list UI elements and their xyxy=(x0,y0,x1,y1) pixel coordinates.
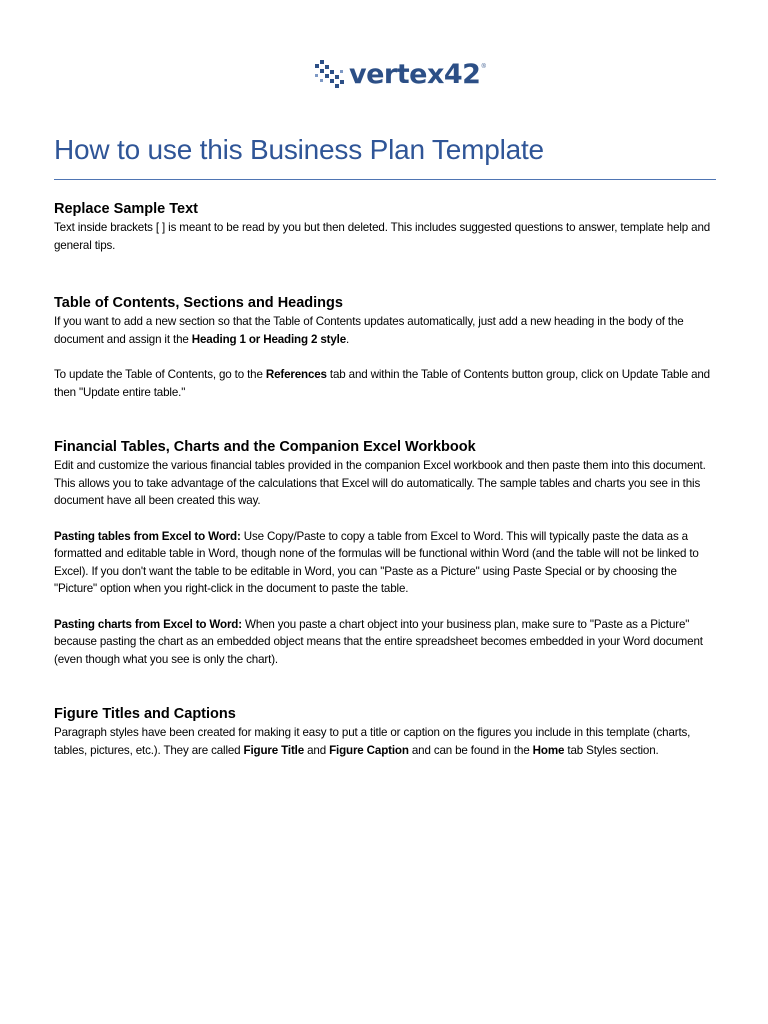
paragraph: Pasting charts from Excel to Word: When you paste a chart object into your business plan, make sure to "Paste as a Picture" because pasting the chart as an embedded object means that the entire spreadsheet becomes embedded in your Word document (even though what you see is only the chart). xyxy=(54,617,703,666)
paragraph: Paragraph styles have been created for making it easy to put a title or caption on the figures you include in this template (charts, tables, pictures, etc.). They are called Figure Title and Figure Caption and can be found in the Home tab Styles section. xyxy=(54,726,691,757)
vertex42-logo-text: vertex42 xyxy=(349,58,481,90)
paragraph: Text inside brackets [ ] is meant to be read by you but then deleted. This includes suggested questions to answer, template help and general tips. xyxy=(54,221,711,252)
section-heading: Financial Tables, Charts and the Companion Excel Workbook xyxy=(54,439,476,455)
paragraph: Edit and customize the various financial tables provided in the companion Excel workbook and then paste them into this document. This allows you to take advantage of the calculations that Excel will do automatically. The sample tables and charts you see in this document have all been created this way. xyxy=(54,459,706,507)
section-financial-tables xyxy=(54,437,718,668)
trademark-mark: ® xyxy=(481,64,486,70)
section-heading: Replace Sample Text xyxy=(54,201,198,217)
bold-text: Pasting tables from Excel to Word: xyxy=(54,529,241,543)
bold-text: References xyxy=(265,368,327,381)
bold-text: Home xyxy=(532,743,565,757)
bold-text: Figure Title xyxy=(243,743,305,757)
bold-text: Figure Caption xyxy=(329,743,409,757)
section-figure-titles xyxy=(54,704,718,759)
section-heading: Table of Contents, Sections and Headings xyxy=(54,295,343,311)
bold-text: Pasting charts from Excel to Word: xyxy=(54,617,242,631)
bold-text: Heading 1 or Heading 2 style xyxy=(191,332,347,346)
paragraph: If you want to add a new section so that the Table of Contents updates automatically, just add a new heading in the body of the document and assign it the Heading 1 or Heading 2 style. xyxy=(54,315,684,346)
vertex42-logo-icon xyxy=(314,58,346,90)
paragraph: Pasting tables from Excel to Word: Use Copy/Paste to copy a table from Excel to Word. This will typically paste the data as a formatted and editable table in Word, though none of the formulas will be functional within Word (and the table will not be linked to Excel). If you don't want the table to be editable in Word, you can "Paste as a Picture" using Paste Special or by choosing the "Picture" option when you right-click in the document to paste the table. xyxy=(54,529,699,595)
section-replace-sample-text xyxy=(54,199,718,254)
title-underline xyxy=(54,179,716,180)
document-title: How to use this Business Plan Template xyxy=(54,134,544,165)
paragraph: To update the Table of Contents, go to the References tab and within the Table of Contents button group, click on Update Table and then "Update entire table." xyxy=(54,368,710,399)
section-table-of-contents xyxy=(54,293,718,401)
section-heading: Figure Titles and Captions xyxy=(54,706,236,722)
document-body xyxy=(54,199,718,759)
vertex42-logo xyxy=(314,56,486,92)
